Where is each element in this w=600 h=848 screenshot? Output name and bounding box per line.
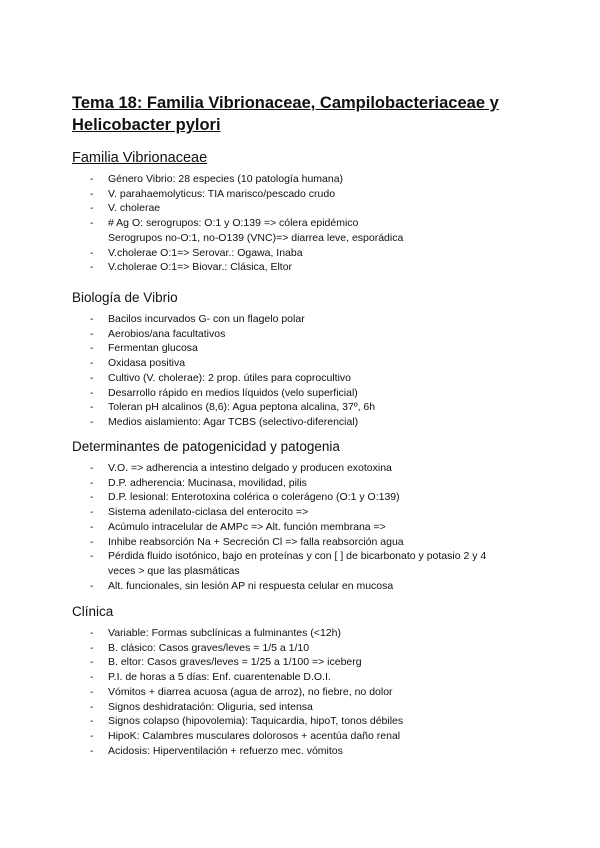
list-item: [72, 371, 542, 386]
dash-bullet: -: [90, 627, 94, 639]
list-item: [72, 744, 542, 759]
list-item: [72, 260, 542, 275]
list-item-text: D.P. lesional: Enterotoxina colérica o colerágeno (O:1 y O:139): [108, 491, 400, 504]
list-item-text: Oxidasa positiva: [108, 357, 186, 370]
section-heading: Determinantes de patogenicidad y patogenia: [72, 439, 340, 454]
list-item-text: V. parahaemolyticus: TIA marisco/pescado crudo: [108, 187, 336, 200]
list-item-text: Inhibe reabsorción Na + Secreción Cl => falla reabsorción agua: [108, 535, 404, 548]
list-item: [72, 187, 542, 202]
list-item-text: B. clásico: Casos graves/leves = 1/5 a 1/10: [108, 641, 310, 654]
bullet-list: [72, 461, 542, 593]
list-item: [72, 670, 542, 685]
list-item-text: V.cholerae O:1=> Serovar.: Ogawa, Inaba: [108, 246, 303, 259]
section-familia-vibrionaceae: [72, 150, 542, 275]
dash-bullet: -: [90, 261, 94, 274]
list-item-text: Acidosis: Hiperventilación + refuerzo mec. vómitos: [108, 744, 343, 757]
list-item-text: Género Vibrio: 28 especies (10 patología humana): [108, 173, 344, 185]
section-patogenicidad: [72, 439, 542, 593]
list-item: [72, 505, 542, 520]
dash-bullet: -: [90, 173, 94, 185]
dash-bullet: -: [90, 641, 94, 654]
bullet-list: [72, 172, 542, 275]
dash-bullet: -: [90, 744, 94, 757]
dash-bullet: -: [90, 700, 94, 713]
section-heading: Clínica: [72, 604, 114, 619]
list-item: [72, 341, 542, 356]
list-item: [72, 685, 542, 700]
section-heading: Biología de Vibrio: [72, 290, 178, 305]
list-item-text: Variable: Formas subclínicas a fulminantes (<12h): [108, 627, 341, 639]
list-item: [72, 549, 542, 578]
dash-bullet: -: [90, 313, 94, 325]
dash-bullet: -: [90, 715, 94, 728]
list-item-text: Cultivo (V. cholerae): 2 prop. útiles para coprocultivo: [108, 371, 351, 384]
list-item: [72, 172, 542, 187]
section-clinica: [72, 604, 542, 758]
list-item-text: HipoK: Calambres musculares dolorosos + acentúa daño renal: [108, 729, 401, 742]
dash-bullet: -: [90, 476, 94, 489]
list-item-text: Signos deshidratación: Oliguria, sed intensa: [108, 700, 313, 713]
list-item: [72, 246, 542, 261]
dash-bullet: -: [90, 327, 94, 340]
list-item-text: Fermentan glucosa: [108, 342, 198, 355]
bullet-list: [72, 312, 542, 430]
dash-bullet: -: [90, 371, 94, 384]
list-item-text: Aerobios/ana facultativos: [108, 327, 226, 340]
list-item: [72, 476, 542, 491]
dash-bullet: -: [90, 535, 94, 548]
dash-bullet: -: [90, 386, 94, 399]
document-title: Tema 18: Familia Vibrionaceae, Campilobacteriaceae y Helicobacter pylori: [72, 94, 499, 134]
list-item-text: Alt. funcionales, sin lesión AP ni respuesta celular en mucosa: [108, 579, 394, 592]
dash-bullet: -: [90, 671, 94, 684]
list-item: [72, 327, 542, 342]
list-item: [72, 729, 542, 744]
dash-bullet: -: [90, 217, 94, 230]
list-item-text: Acúmulo intracelular de AMPc => Alt. función membrana =>: [108, 520, 386, 533]
list-item: [72, 490, 542, 505]
list-item: [72, 415, 542, 430]
dash-bullet: -: [90, 550, 94, 563]
dash-bullet: -: [90, 415, 94, 428]
bullet-list: [72, 626, 542, 758]
list-item: [72, 400, 542, 415]
list-item: [72, 655, 542, 670]
dash-bullet: -: [90, 685, 94, 698]
list-item: [72, 216, 542, 245]
list-item-text: D.P. adherencia: Mucinasa, movilidad, pilis: [108, 476, 307, 489]
list-item-text: V.cholerae O:1=> Biovar.: Clásica, Eltor: [108, 261, 293, 274]
list-item: [72, 579, 542, 594]
list-item: [72, 461, 542, 476]
dash-bullet: -: [90, 506, 94, 519]
dash-bullet: -: [90, 462, 94, 474]
list-item: [72, 386, 542, 401]
dash-bullet: -: [90, 579, 94, 592]
list-item: [72, 356, 542, 371]
list-item-text: Signos colapso (hipovolemia): Taquicardia, hipoT, tonos débiles: [108, 715, 404, 728]
dash-bullet: -: [90, 202, 94, 215]
dash-bullet: -: [90, 187, 94, 200]
list-item: [72, 700, 542, 715]
list-item: [72, 714, 542, 729]
list-item: [72, 312, 542, 327]
dash-bullet: -: [90, 729, 94, 742]
list-item-text: Toleran pH alcalinos (8,6): Agua peptona alcalina, 37º, 6h: [108, 401, 376, 414]
section-biologia-vibrio: [72, 290, 542, 430]
list-item-text: Serogrupos no-O:1, no-O139 (VNC)=> diarrea leve, esporádica: [108, 231, 404, 244]
list-item-text: P.I. de horas a 5 días: Enf. cuarentenable D.O.I.: [108, 671, 331, 684]
dash-bullet: -: [90, 520, 94, 533]
list-item: [72, 201, 542, 216]
list-item-text: Pérdida fluido isotónico, bajo en proteínas y con [ ] de bicarbonato y potasio 2 y 4: [108, 550, 487, 563]
list-item-text: Sistema adenilato-ciclasa del enterocito =>: [108, 506, 309, 519]
list-item: [72, 520, 542, 535]
list-item: [72, 535, 542, 550]
list-item-text: Vómitos + diarrea acuosa (agua de arroz), no fiebre, no dolor: [108, 685, 393, 698]
dash-bullet: -: [90, 342, 94, 355]
dash-bullet: -: [90, 246, 94, 259]
list-item-text: Desarrollo rápido en medios líquidos (velo superficial): [108, 386, 358, 399]
list-item-text: # Ag O: serogrupos: O:1 y O:139 => cólera epidémico: [108, 217, 359, 230]
section-heading: Familia Vibrionaceae: [72, 150, 208, 166]
dash-bullet: -: [90, 656, 94, 669]
dash-bullet: -: [90, 491, 94, 504]
list-item-text: V. cholerae: [108, 202, 161, 215]
list-item: [72, 641, 542, 656]
list-item-text: veces > que las plasmáticas: [108, 564, 240, 577]
dash-bullet: -: [90, 401, 94, 414]
dash-bullet: -: [90, 357, 94, 370]
list-item-text: Bacilos incurvados G- con un flagelo polar: [108, 313, 305, 325]
list-item: [72, 626, 542, 641]
list-item-text: Medios aislamiento: Agar TCBS (selectivo-diferencial): [108, 415, 359, 428]
list-item-text: V.O. => adherencia a intestino delgado y producen exotoxina: [108, 462, 392, 474]
list-item-text: B. eltor: Casos graves/leves = 1/25 a 1/100 => iceberg: [108, 656, 362, 669]
